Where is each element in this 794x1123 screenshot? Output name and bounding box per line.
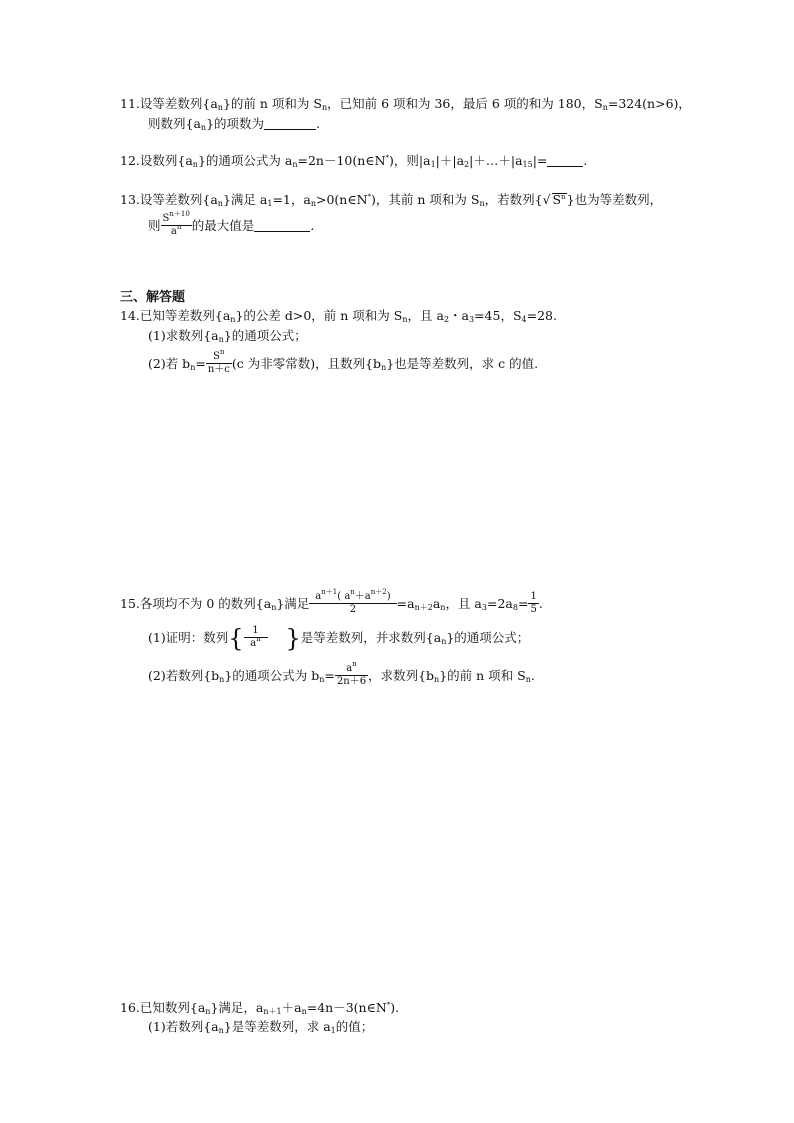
- frac-text: ( a: [337, 591, 351, 602]
- q14-p2-text-c: (c 为非零常数)，且数列{b: [231, 356, 382, 371]
- sub-n: n: [217, 199, 223, 208]
- frac-numerator: 1: [530, 591, 537, 602]
- answer-blank[interactable]: [547, 154, 583, 167]
- frac-denominator: [244, 635, 268, 650]
- sub-n: n: [319, 675, 325, 684]
- frac-text: ): [386, 591, 391, 602]
- frac-denominator: [161, 223, 192, 238]
- q12-end: .: [583, 153, 588, 168]
- q11-text-c: ，已知前 6 项和为 36，最后 6 项的和为 180，S: [327, 96, 603, 111]
- q14-text-e: =45，S: [474, 308, 522, 323]
- q12-text-b: }的通项公式为 a: [197, 153, 293, 168]
- sub-2: 2: [464, 160, 470, 169]
- q13-text-a: 13.设等差数列{a: [120, 192, 218, 207]
- sup-n: n: [350, 588, 355, 596]
- q15-p2-end: .: [530, 668, 535, 683]
- q16-text-d: =4n－3(n∈N: [306, 1000, 387, 1015]
- q15-p1-text-b: 是等差数列，并求数列{a: [300, 630, 442, 645]
- sub-n: n: [218, 335, 224, 344]
- q15-text-d: a: [432, 596, 441, 611]
- q14-part1: [148, 328, 307, 344]
- answer-blank[interactable]: [264, 117, 316, 130]
- q16-text-c: ＋a: [281, 1000, 302, 1015]
- sub-n: n: [440, 603, 446, 612]
- q14-part2: [148, 348, 539, 377]
- sub-n: n: [525, 675, 531, 684]
- q13-text-g: }也为等差数列，: [566, 192, 663, 207]
- sup-star: *: [386, 1001, 391, 1009]
- q15-text-g: =: [517, 596, 529, 611]
- frac-numerator: [335, 660, 368, 676]
- q14-fraction: [206, 348, 232, 376]
- q15-text-f: =2a: [486, 596, 513, 611]
- q11-text-b: }的前 n 项和为 S: [222, 96, 322, 111]
- sqrt-s: S: [552, 192, 562, 207]
- sub-n: n: [230, 315, 236, 324]
- q15-line1: [120, 588, 543, 617]
- q13-end: .: [310, 218, 315, 233]
- frac-s: S: [213, 351, 221, 362]
- q14-line1: [120, 308, 557, 324]
- frac-a: a: [250, 638, 257, 649]
- q14-p1-text-b: }的通项公式；: [223, 328, 307, 343]
- sup-n10: n＋10: [169, 210, 190, 218]
- q12-text-f: |＋…＋|a: [469, 153, 523, 168]
- q15-p2-text-d: ，求数列{b: [368, 668, 435, 683]
- frac-a: a: [346, 663, 353, 674]
- left-brace: {: [228, 624, 244, 653]
- frac-a: a: [170, 226, 177, 237]
- frac-denominator: 5: [530, 604, 537, 615]
- q15-fraction: [309, 588, 396, 616]
- sub-2: 2: [443, 315, 450, 324]
- frac-numerator: 1: [244, 625, 268, 638]
- q14-p2-text-d: }也是等差数列，求 c 的值.: [386, 356, 539, 371]
- sup-star: *: [385, 154, 390, 162]
- sup-n: n: [176, 223, 182, 231]
- q13-text-i: 的最大值是: [191, 218, 255, 233]
- q16-text-e: ).: [390, 1000, 400, 1015]
- sub-n: n: [602, 103, 608, 112]
- q16-p1-text-a: (1)若数列{a: [148, 1019, 219, 1034]
- q15-text-a: 15.各项均不为 0 的数列{a: [120, 596, 272, 611]
- q14-text-b: }的公差 d>0，前 n 项和为 S: [235, 308, 403, 323]
- sub-3: 3: [468, 315, 475, 324]
- q14-text-c: ，且 a: [407, 308, 444, 323]
- q15-text-b: }满足: [276, 596, 310, 611]
- q15-p1-fraction: [244, 625, 268, 650]
- sup-n2: n＋2: [370, 588, 387, 596]
- sqrt-sign: √: [542, 192, 551, 207]
- q16-p1-text-c: 的值；: [335, 1019, 374, 1034]
- frac-numerator: [206, 348, 232, 364]
- sub-n: n: [192, 160, 198, 169]
- sub-n: n: [205, 1007, 211, 1016]
- q11-line2: [148, 116, 320, 132]
- q15-p2-fraction: [335, 660, 368, 688]
- sub-n: n: [301, 1007, 307, 1016]
- q11-text-a: 11.设等差数列{a: [120, 96, 218, 111]
- sup-n: n: [256, 635, 261, 643]
- q15-p1-text-c: }的通项公式；: [446, 630, 530, 645]
- q15-text-e: ，且 a: [445, 596, 482, 611]
- right-brace: }: [285, 624, 301, 653]
- q13-fraction: [161, 210, 192, 238]
- sub-n: n: [292, 160, 298, 169]
- q15-end: .: [538, 596, 543, 611]
- q16-text-a: 16.已知数列{a: [120, 1000, 206, 1015]
- sub-1: 1: [267, 199, 273, 208]
- q11-end: .: [316, 116, 320, 131]
- frac-s: S: [162, 213, 170, 224]
- frac-denominator: 2n＋6: [336, 676, 367, 687]
- sub-8: 8: [512, 603, 518, 612]
- q12-text-c: =2n－10(n∈N: [297, 153, 386, 168]
- sub-n: n: [271, 603, 277, 612]
- sub-15: 15: [522, 160, 533, 169]
- q13-line2: [148, 210, 315, 239]
- frac-a: a: [315, 591, 322, 602]
- q15-p2-text-b: }的通项公式为 b: [224, 668, 320, 683]
- sub-n: n: [218, 1026, 224, 1035]
- q14-p2-text-b: =: [195, 356, 206, 371]
- q13-text-c: =1，a: [272, 192, 311, 207]
- q12-text-e: |＋|a: [435, 153, 465, 168]
- sup-n: n: [220, 348, 225, 356]
- q11-text-e: 则数列{a: [148, 116, 201, 131]
- sub-1: 1: [330, 1026, 336, 1035]
- frac-denominator: 2: [349, 604, 357, 615]
- q16-text-b: }满足，a: [210, 1000, 264, 1015]
- q15-p2-text-c: =: [324, 668, 335, 683]
- q15-part2: [148, 660, 535, 689]
- sub-n1: n＋1: [263, 1007, 282, 1016]
- section-heading: 三、解答题: [120, 290, 186, 305]
- q13-line1: [120, 192, 662, 208]
- sup-n: n: [352, 660, 357, 668]
- q12-text-g: |=: [532, 153, 548, 168]
- q16-line1: [120, 1000, 399, 1016]
- q16-part1: [148, 1019, 373, 1035]
- q13-text-h: 则: [148, 218, 161, 233]
- q13-text-b: }满足 a: [222, 192, 268, 207]
- sub-n: n: [434, 675, 440, 684]
- q11-line1: [120, 96, 691, 112]
- q16-p1-text-b: }是等差数列，求 a: [223, 1019, 331, 1034]
- sub-n: n: [441, 637, 447, 646]
- sub-n: n: [310, 199, 316, 208]
- sub-1: 1: [430, 160, 436, 169]
- sub-n: n: [200, 123, 207, 132]
- sub-n: n: [190, 363, 196, 372]
- q15-part1: [148, 626, 529, 651]
- q12-text-a: 12.设数列{a: [120, 153, 193, 168]
- sub-n: n: [219, 675, 225, 684]
- sub-n: n: [402, 315, 408, 324]
- q14-text-d: ・a: [449, 308, 469, 323]
- sub-3: 3: [481, 603, 487, 612]
- sup-n1: n＋1: [321, 588, 338, 596]
- q14-p2-text-a: (2)若 b: [148, 356, 191, 371]
- sqrt-content: [552, 193, 567, 206]
- q11-text-d: =324(n>6)，: [607, 96, 691, 111]
- q15-p2-text-a: (2)若数列{b: [148, 668, 220, 683]
- sup-n: n: [561, 193, 566, 201]
- q12-line: [120, 153, 587, 169]
- sub-n: n: [321, 103, 328, 112]
- sub-n: n: [479, 199, 485, 208]
- answer-blank[interactable]: [254, 219, 310, 232]
- sub-n2: n＋2: [414, 603, 433, 612]
- sub-4: 4: [521, 315, 527, 324]
- sup-star: *: [367, 193, 372, 201]
- frac-numerator: [309, 588, 396, 604]
- q15-p2-text-e: }的前 n 项和 S: [439, 668, 526, 683]
- q13-text-e: )，其前 n 项和为 S: [371, 192, 480, 207]
- q15-text-c: =a: [396, 596, 415, 611]
- sub-n: n: [217, 103, 223, 112]
- q12-text-d: )，则|a: [389, 153, 431, 168]
- q13-text-d: >0(n∈N: [315, 192, 368, 207]
- frac-denominator: n＋c: [207, 364, 230, 375]
- q14-text-f: =28.: [526, 308, 557, 323]
- q14-text-a: 14.已知等差数列{a: [120, 308, 231, 323]
- q14-p1-text-a: (1)求数列{a: [148, 328, 219, 343]
- frac-text: ＋a: [354, 591, 371, 602]
- q13-text-f: ，若数列{: [484, 192, 543, 207]
- q15-p1-text-a: (1)证明：数列: [148, 630, 229, 645]
- q15-fraction-fifth: [528, 591, 538, 616]
- sub-n: n: [381, 363, 387, 372]
- q11-text-f: }的项数为: [206, 116, 265, 131]
